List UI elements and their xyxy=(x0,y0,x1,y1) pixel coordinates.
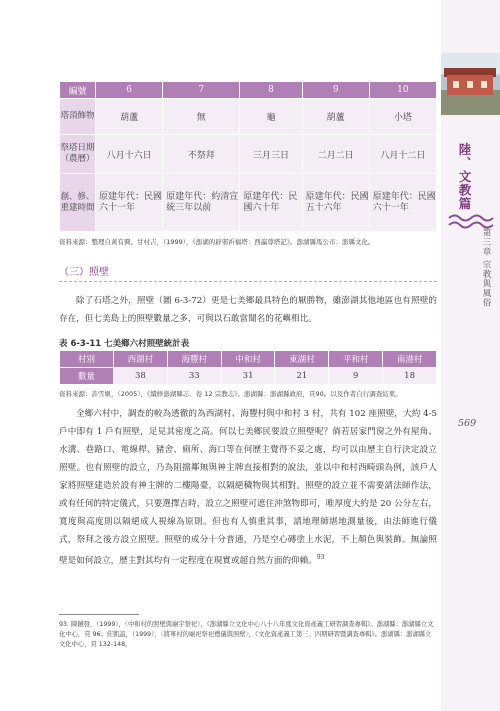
table-row xyxy=(60,174,437,232)
row-label: 塔頂飾物 xyxy=(60,99,96,135)
table-header-row xyxy=(60,351,437,368)
tower-table xyxy=(59,81,437,232)
table-cell: 小塔 xyxy=(369,99,436,135)
table-header-cell: 8 xyxy=(240,82,302,99)
table-header-cell: 10 xyxy=(369,82,436,99)
table-cell: 不祭拜 xyxy=(163,135,240,174)
table-cell: 原建年代：約清宣統三年以前 xyxy=(163,174,240,232)
table-header-cell: 西湖村 xyxy=(114,351,168,368)
row-label: 祭塔日期（農曆） xyxy=(60,135,96,174)
table-cell: 9 xyxy=(329,368,383,385)
table-cell: 三月三日 xyxy=(240,135,302,174)
page-number: 569 xyxy=(458,418,477,429)
table1-source: 資料來源：整理自黃有興、甘村吉，（1999），《澎湖的辟邪祈福塔：西瀛尊塔記》。澎湖縣馬公市：澎縣文化。 xyxy=(59,238,375,246)
table-cell: 葫蘆 xyxy=(302,99,369,135)
paragraph-intro: 除了石塔之外，照壁（圖 6-3-72）更是七美鄉最具特色的厭勝物，雖澎湖其他地區也有照壁的存在，但七美島上的照壁數量之多，可與以石敢當聞名的花嶼相比。 xyxy=(59,296,437,324)
paragraph-main-text: 全鄉六村中，調查的較為透徹的為西湖村、海豐村與中和村 3 村，共有 102 座照壁，大約 4-5 戶中即有 1 戶有照壁，足見其密度之高。何以七美鄉民要設立照壁呢？倘若居家門窗之外有屋角、水溝、巷路口、電線桿、豬舍、廁所、海口等在何歷主覺得不妥之處，均可以由歷主自行決定設立照壁。也有照壁的設立，乃為阻擋鄰無與神主牌直接相對的說法，並以中和村西畸頭為例，該戶人家將照壁建造於設有神主牌的二樓陽臺，以隔絕穢物與其相對。照壁的設立並不需要請法師作法，或有任何的特定儀式，只要選擇吉時，設立之照壁可遮住沖煞物即可，唯厚度大約是 20 公分左右，寬度與高度則以隔絕成人視線為原則。但也有人慎重其事，請地理師堪地測量後，由法師進行儀式，祭拜之後方設立照壁。照壁的成分十分普通，乃是空心磚塗上水泥，不上顏色與裝飾。無論照壁是如何設立，歷主對其均有一定程度在現實或超自然方面的仰賴。 xyxy=(59,409,437,566)
header-photo xyxy=(441,53,500,115)
table-cell: 八月十二日 xyxy=(369,135,436,174)
row-label: 創、修、重建時間 xyxy=(60,174,96,232)
side-band xyxy=(441,0,500,711)
section-divider xyxy=(59,281,437,282)
row-label: 數量 xyxy=(60,368,114,385)
footnote-divider xyxy=(59,614,139,615)
table2-title: 表 6-3-11 七美鄉六村照壁統計表 xyxy=(59,339,190,349)
table-header-cell: 平和村 xyxy=(329,351,383,368)
table-cell: 原建年代：民國六十一年 xyxy=(369,174,436,232)
table-header-cell: 中和村 xyxy=(221,351,275,368)
table-cell: 31 xyxy=(221,368,275,385)
table-cell: 龜 xyxy=(240,99,302,135)
table-header-cell: 村別 xyxy=(60,351,114,368)
footnote-text: 93. 陳鏡發，（1999），〈中和村的照壁與廟宇祭祀〉，《澎湖縣立文化中心八十八年度文化資產義工研習調查專輯》。澎湖縣：澎湖縣立文化中心，頁 96；莊凱誼，（1999），〈將軍村的廟祀祭祀禮儀與照壁〉，《文化資產義工第三、四期研習暨調查專輯》。澎湖縣：澎湖縣立文化中心，頁 132-148。 xyxy=(59,621,434,648)
table-cell: 八月十六日 xyxy=(96,135,163,174)
table-header-cell: 6 xyxy=(96,82,163,99)
side-chapter-title: 第三章 宗教與風俗 xyxy=(481,228,491,308)
table-cell: 原建年代：民國六十年 xyxy=(240,174,302,232)
table-cell: 葫蘆 xyxy=(96,99,163,135)
screen-wall-table xyxy=(59,350,437,385)
table2-source: 資料來源：許雪姬，（2005），《續修澎湖縣志．卷 12 宗教志》。澎湖縣：澎湖縣政府，頁90。以及作者自行調查結果。 xyxy=(59,390,402,398)
table-header-cell: 9 xyxy=(302,82,369,99)
table-cell: 38 xyxy=(114,368,168,385)
tower-table-header xyxy=(60,82,437,99)
paragraph-main xyxy=(59,405,437,570)
table-header-cell: 東湖村 xyxy=(275,351,329,368)
table-row xyxy=(60,368,437,385)
table-header-cell: 南港村 xyxy=(383,351,437,368)
table-cell: 原建年代：民國六十一年 xyxy=(96,174,163,232)
table-header-cell: 7 xyxy=(163,82,240,99)
table-header-cell: 海豐村 xyxy=(167,351,221,368)
table-cell: 原建年代：民國五十六年 xyxy=(302,174,369,232)
table-row xyxy=(60,99,437,135)
table-cell: 21 xyxy=(275,368,329,385)
section-heading: （三）照壁 xyxy=(59,267,109,278)
table-row xyxy=(60,135,437,174)
table-cell: 二月二日 xyxy=(302,135,369,174)
table-header-cell: 編號 xyxy=(60,82,96,99)
table-cell: 33 xyxy=(167,368,221,385)
footnote-marker: 93 xyxy=(316,554,325,561)
table-cell: 無 xyxy=(163,99,240,135)
table-cell: 18 xyxy=(383,368,437,385)
side-section-title: 陸、文教篇 xyxy=(457,143,472,211)
